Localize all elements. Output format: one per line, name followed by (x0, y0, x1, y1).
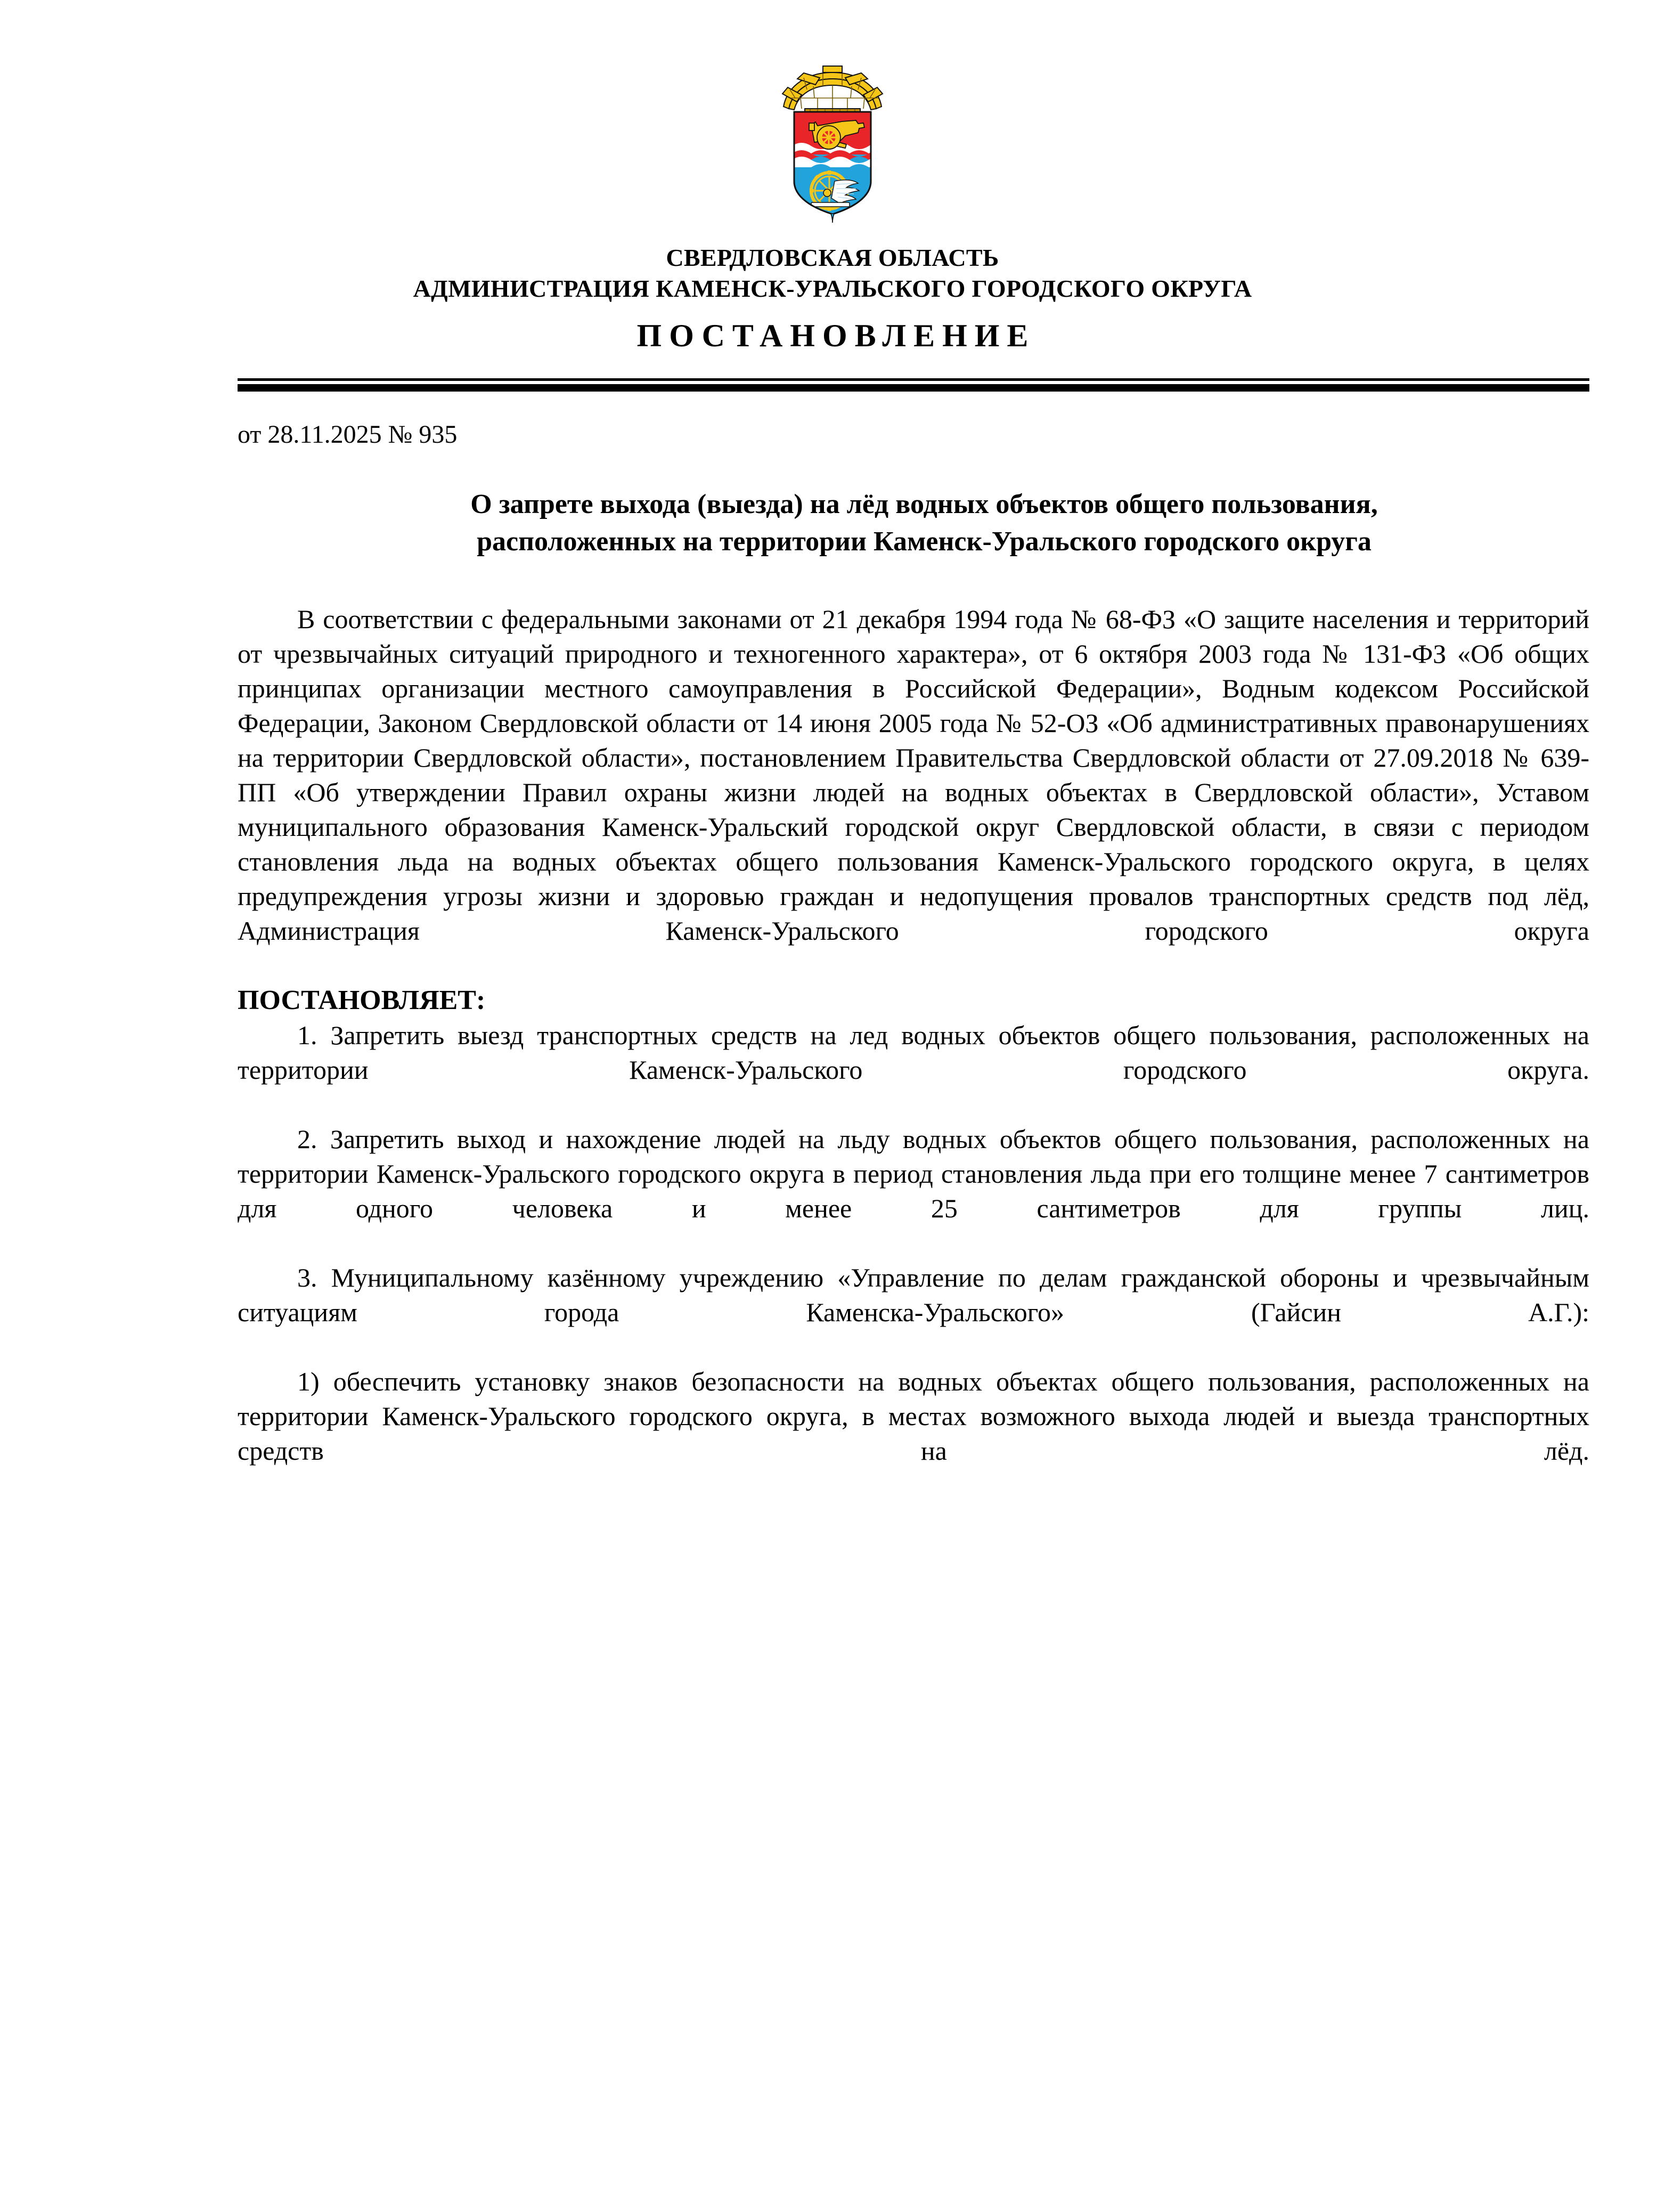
clause-2: 2. Запретить выход и нахождение людей на льду водных объектов общего пользования, расположенных на территории Каменск-Уральского городского округа в период становления льда при его толщине менее 7 сантиметров для одного человека и менее 25 сантиметров для группы лиц. (238, 1124, 1589, 1223)
divider-thick-rule (238, 384, 1589, 392)
header-divider (238, 378, 1589, 392)
document-header (0, 242, 1665, 354)
region-name: СВЕРДЛОВСКАЯ ОБЛАСТЬ (666, 244, 999, 271)
title-spacer (238, 560, 1589, 602)
administration-name: АДМИНИСТРАЦИЯ КАМЕНСК-УРАЛЬСКОГО ГОРОДСКОГО ОКРУГА (413, 275, 1252, 302)
clause-3-subitem-1: 1) обеспечить установку знаков безопасности на водных объектах общего пользования, расположенных на территории Каменск-Уральского городского округа, в местах возможного выхода людей и выезда транспортных средств на лёд. (238, 1367, 1589, 1466)
coat-of-arms-icon (772, 63, 893, 223)
date-and-number: от 28.11.2025 № 935 (238, 420, 458, 449)
document-title: О запрете выхода (выезда) на лёд водных объектов общего пользования, расположенных на территории Каменск-Уральского городского округа (470, 489, 1378, 557)
document-body (238, 419, 1589, 1503)
coat-of-arms (0, 63, 1665, 223)
document-kind: ПОСТАНОВЛЕНИЕ (636, 318, 1036, 353)
preamble-paragraph: В соответствии с федеральными законами от 21 декабря 1994 года № 68-ФЗ «О защите населения и территорий от чрезвычайных ситуаций природного и техногенного характера», от 6 октября 2003 года № 131-ФЗ «Об общих принципах организации местного самоуправления в Российской Федерации», Водным кодексом Российской Федерации, Законом Свердловской области от 14 июня 2005 года № 52-ОЗ «Об административных правонарушениях на территории Свердловской области», постановлением Правительства Свердловской области от 27.09.2018 № 639-ПП «Об утверждении Правил охраны жизни людей на водных объектах в Свердловской области», Уставом муниципального образования Каменск-Уральский городской округ Свердловской области, в связи с периодом становления льда на водных объектах общего пользования Каменск-Уральского городского округа, в целях предупреждения угрозы жизни и здоровью граждан и недопущения провалов транспортных средств под лёд, Администрация Каменск-Уральского городского округа (238, 604, 1589, 946)
clause-1: 1. Запретить выезд транспортных средств на лед водных объектов общего пользования, расположенных на территории Каменск-Уральского городского округа. (238, 1020, 1589, 1085)
clause-3: 3. Муниципальному казённому учреждению «Управление по делам гражданской обороны и чрезвычайным ситуациям города Каменска-Уральского» (Гайсин А.Г.): (238, 1263, 1589, 1327)
resolves-heading: ПОСТАНОВЛЯЕТ: (238, 985, 486, 1015)
